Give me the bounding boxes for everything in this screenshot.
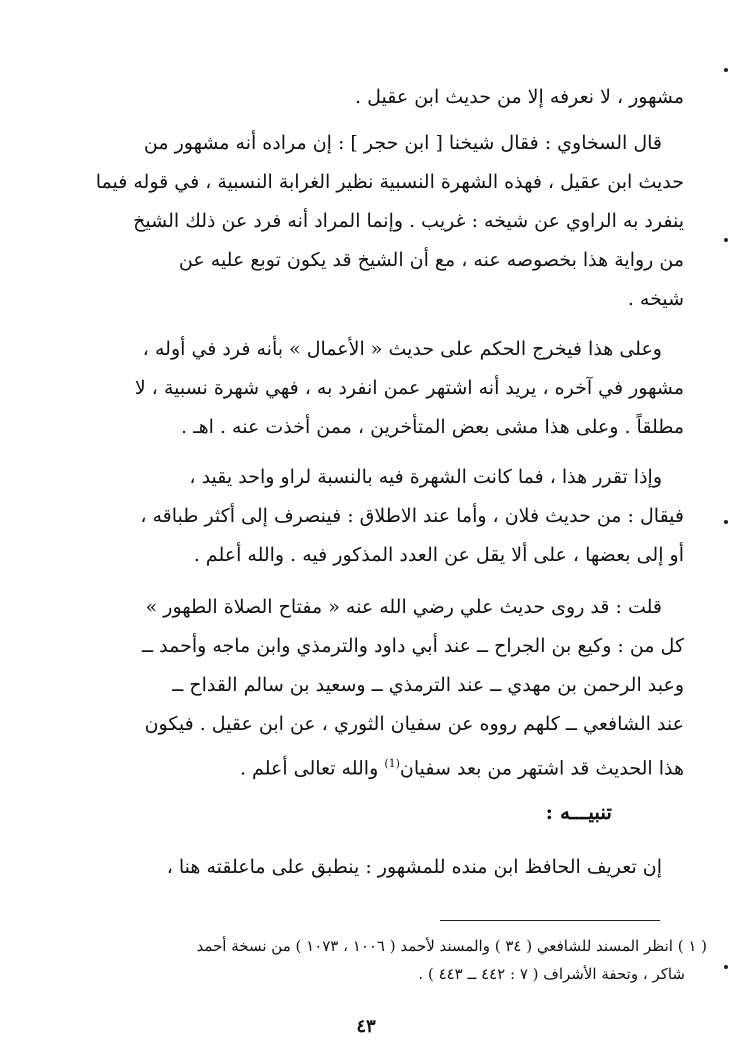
paragraph-intro [88,78,684,117]
footnote-line: شاكر ، وتحفة الأشراف ( ٧ : ٤٤٢ ــ ٤٤٣ ) . [418,965,685,983]
text-line: شيخه . [627,288,684,310]
text-line: قلت : قد روى حديث علي رضي الله عنه « مفتاح الصلاة الطهور » [145,596,662,618]
text-line: وإذا تقرر هذا ، فما كانت الشهرة فيه بالنسبة لراو واحد يقيد ، [189,466,662,488]
page-number: ٤٣ [356,1016,376,1037]
paragraph-aamal [88,330,684,447]
paragraph-qultu [88,588,684,788]
text-line: مشهور في آخره ، يريد أنه اشتهر عمن انفرد به ، فهي شهرة نسبية ، لا [134,377,684,399]
text-line: قال السخاوي : فقال شيخنا [ ابن حجر ] : إن مراده أنه مشهور من [143,132,662,154]
paragraph-taqarrur [88,458,684,575]
section-heading: تنبيـــه : [545,800,612,824]
text-line: أو إلى بعضها ، على ألا يقل عن العدد المذكور فيه . والله أعلم . [193,544,684,566]
footnote [95,932,707,988]
margin-mark [724,520,728,524]
paragraph-sakhawi [88,124,684,319]
footnote-line: ( ١ ) انظر المسند للشافعي ( ٣٤ ) والمسند لأحمد ( ١٠٠٦ ، ١٠٧٣ ) من نسخة أحمد [196,937,707,955]
text-line: كل من : وكيع بن الجراح ــ عند أبي داود والترمذي وابن ماجه وأحمد ــ [141,635,684,657]
text-line: فيقال : من حديث فلان ، وأما عند الاطلاق : فينصرف إلى أكثر طباقه ، [140,505,684,527]
text-line: مشهور ، لا نعرفه إلا من حديث ابن عقيل . [355,86,684,108]
footnote-reference: (1) [384,757,400,770]
margin-mark [724,965,728,969]
text-line: من رواية هذا بخصوصه عنه ، مع أن الشيخ قد يكون توبع عليه عن [178,249,684,271]
paragraph-ibn-mandah [88,848,684,887]
text-line: مطلقاً . وعلى هذا مشى بعض المتأخرين ، ممن أخذت عنه . اهـ . [180,416,684,438]
margin-mark [724,68,728,72]
text-line: ينفرد به الراوي عن شيخه : غريب . وإنما المراد أنه فرد عن ذلك الشيخ [133,210,684,232]
text-line: إن تعريف الحافظ ابن منده للمشهور : ينطبق على ماعلقته هنا ، [166,856,662,878]
text-line: وعلى هذا فيخرج الحكم على حديث « الأعمال » بأنه فرد في أوله ، [142,338,662,360]
text-fragment: هذا الحديث قد اشتهر من بعد سفيان [399,757,684,780]
footnote-separator [440,920,660,921]
text-line [88,744,684,788]
text-line: عند الشافعي ــ كلهم رووه عن سفيان الثوري ، عن ابن عقيل . فيكون [144,713,684,735]
text-line: وعبد الرحمن بن مهدي ــ عند الترمذي ــ وسعيد بن سالم القداح ــ [172,674,684,696]
margin-mark [724,238,728,242]
text-line: حديث ابن عقيل ، فهذه الشهرة النسبية نظير الغرابة النسبية ، في قوله فيما [95,171,684,193]
text-fragment: والله تعالى أعلم . [239,757,379,780]
